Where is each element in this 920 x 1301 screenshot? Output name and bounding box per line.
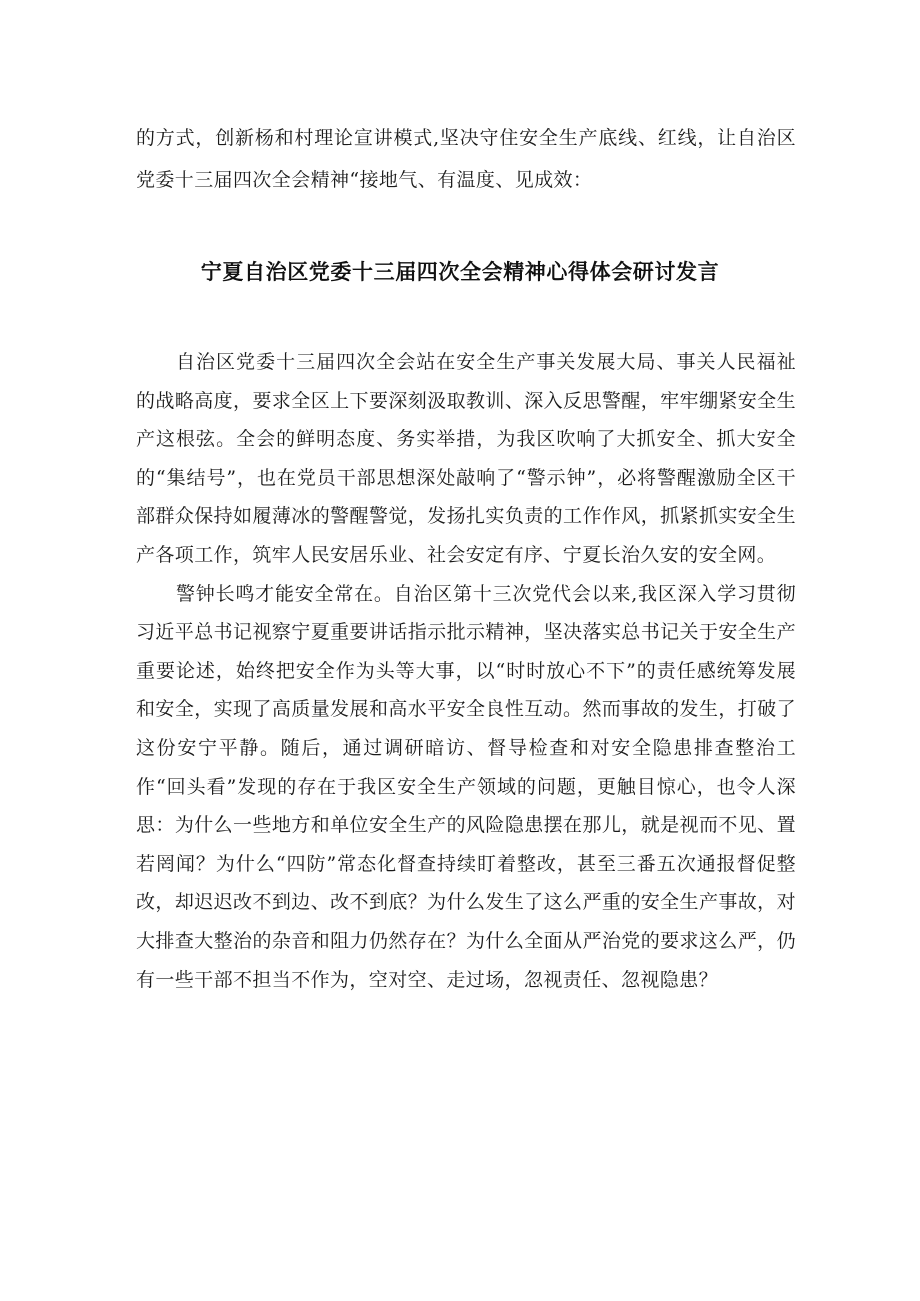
body-paragraph-2: 警钟长鸣才能安全常在。自治区第十三次党代会以来,我区深入学习贯彻习近平总书记视察宁夏重要讲话指示批示精神，坚决落实总书记关于安全生产重要论述，始终把安全作为头等大事，以“时时放心不下”的责任感统筹发展和安全，实现了高质量发展和高水平安全良性互动。然而事故的发生，打破了这份安宁平静。随后，通过调研暗访、督导检查和对安全隐患排查整治工作“回头看”发现的存在于我区安全生产领域的问题，更触目惊心，也令人深思：为什么一些地方和单位安全生产的风险隐患摆在那儿，就是视而不见、置若罔闻？为什么“四防”常态化督查持续盯着整改，甚至三番五次通报督促整改，却迟迟改不到边、改不到底？为什么发生了这么严重的安全生产事故，对大排查大整治的杂音和阻力仍然存在？为什么全面从严治党的要求这么严，仍有一些干部不担当不作为，空对空、走过场，忽视责任、忽视隐患？ [136,582,796,991]
body-text [136,343,796,999]
body-paragraph-1: 自治区党委十三届四次全会站在安全生产事关发展大局、事关人民福祉的战略高度，要求全区上下要深刻汲取教训、深入反思警醒，牢牢绷紧安全生产这根弦。全会的鲜明态度、务实举措，为我区吹响了大抓安全、抓大安全的“集结号”，也在党员干部思想深处敲响了“警示钟”，必将警醒激励全区干部群众保持如履薄冰的警醒警觉，发扬扎实负责的工作作风，抓紧抓实安全生产各项工作，筑牢人民安居乐业、社会安定有序、宁夏长治久安的安全网。 [136,351,796,566]
page-title: 宁夏自治区党委十三届四次全会精神心得体会研讨发言 [200,260,720,284]
intro-paragraph: 的方式，创新杨和村理论宣讲模式,坚决守住安全生产底线、红线，让自治区党委十三届四次全会精神“接地气、有温度、见成效： [136,127,796,191]
